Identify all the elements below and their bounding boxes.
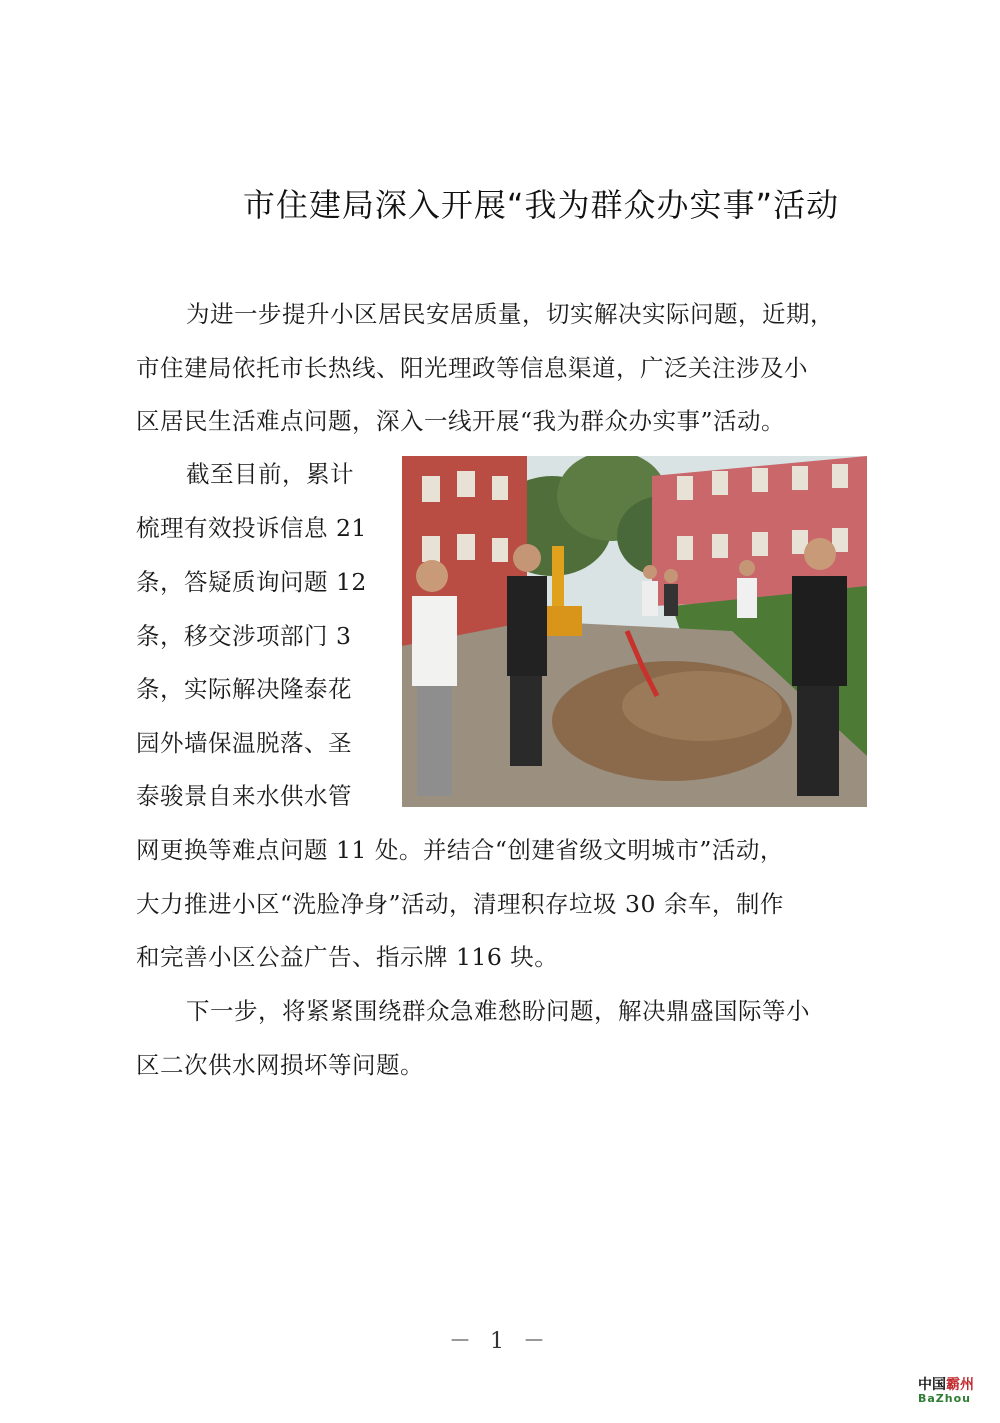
watermark-en: BaZhou xyxy=(918,1392,972,1405)
bazhou-watermark xyxy=(918,1374,990,1414)
paragraph-2-line-4: 条，移交涉项部门 3 xyxy=(136,622,352,650)
page-number: － 1 － xyxy=(449,1329,551,1354)
watermark-cn xyxy=(918,1374,990,1394)
construction-site-photo xyxy=(402,456,867,807)
watermark-cn-prefix: 中国 xyxy=(918,1377,946,1393)
paragraph-2-line-2: 梳理有效投诉信息 21 xyxy=(136,514,367,542)
paragraph-3-line-2: 区二次供水网损坏等问题。 xyxy=(136,1051,424,1079)
paragraph-1-line-3: 区居民生活难点问题，深入一线开展“我为群众办实事”活动。 xyxy=(136,407,786,435)
page-title: 市住建局深入开展“我为群众办实事”活动 xyxy=(242,186,840,224)
paragraph-2-line-8: 网更换等难点问题 11 处。并结合“创建省级文明城市”活动， xyxy=(136,836,784,864)
paragraph-3-line-1: 下一步，将紧紧围绕群众急难愁盼问题，解决鼎盛国际等小 xyxy=(186,997,810,1025)
watermark-cn-name: 霸州 xyxy=(946,1377,974,1393)
paragraph-2-line-7: 泰骏景自来水供水管 xyxy=(136,782,352,810)
paragraph-1-line-1: 为进一步提升小区居民安居质量，切实解决实际问题，近期， xyxy=(186,300,834,328)
paragraph-1-line-2: 市住建局依托市长热线、阳光理政等信息渠道，广泛关注涉及小 xyxy=(136,354,808,382)
paragraph-2-line-9: 大力推进小区“洗脸净身”活动，清理积存垃圾 30 余车，制作 xyxy=(136,890,784,918)
paragraph-2-line-6: 园外墙保温脱落、圣 xyxy=(136,729,352,757)
paragraph-2-line-10: 和完善小区公益广告、指示牌 116 块。 xyxy=(136,943,559,971)
paragraph-2-line-1: 截至目前，累计 xyxy=(186,460,354,488)
paragraph-2-line-5: 条，实际解决隆泰花 xyxy=(136,675,352,703)
paragraph-2-line-3: 条，答疑质询问题 12 xyxy=(136,568,367,596)
